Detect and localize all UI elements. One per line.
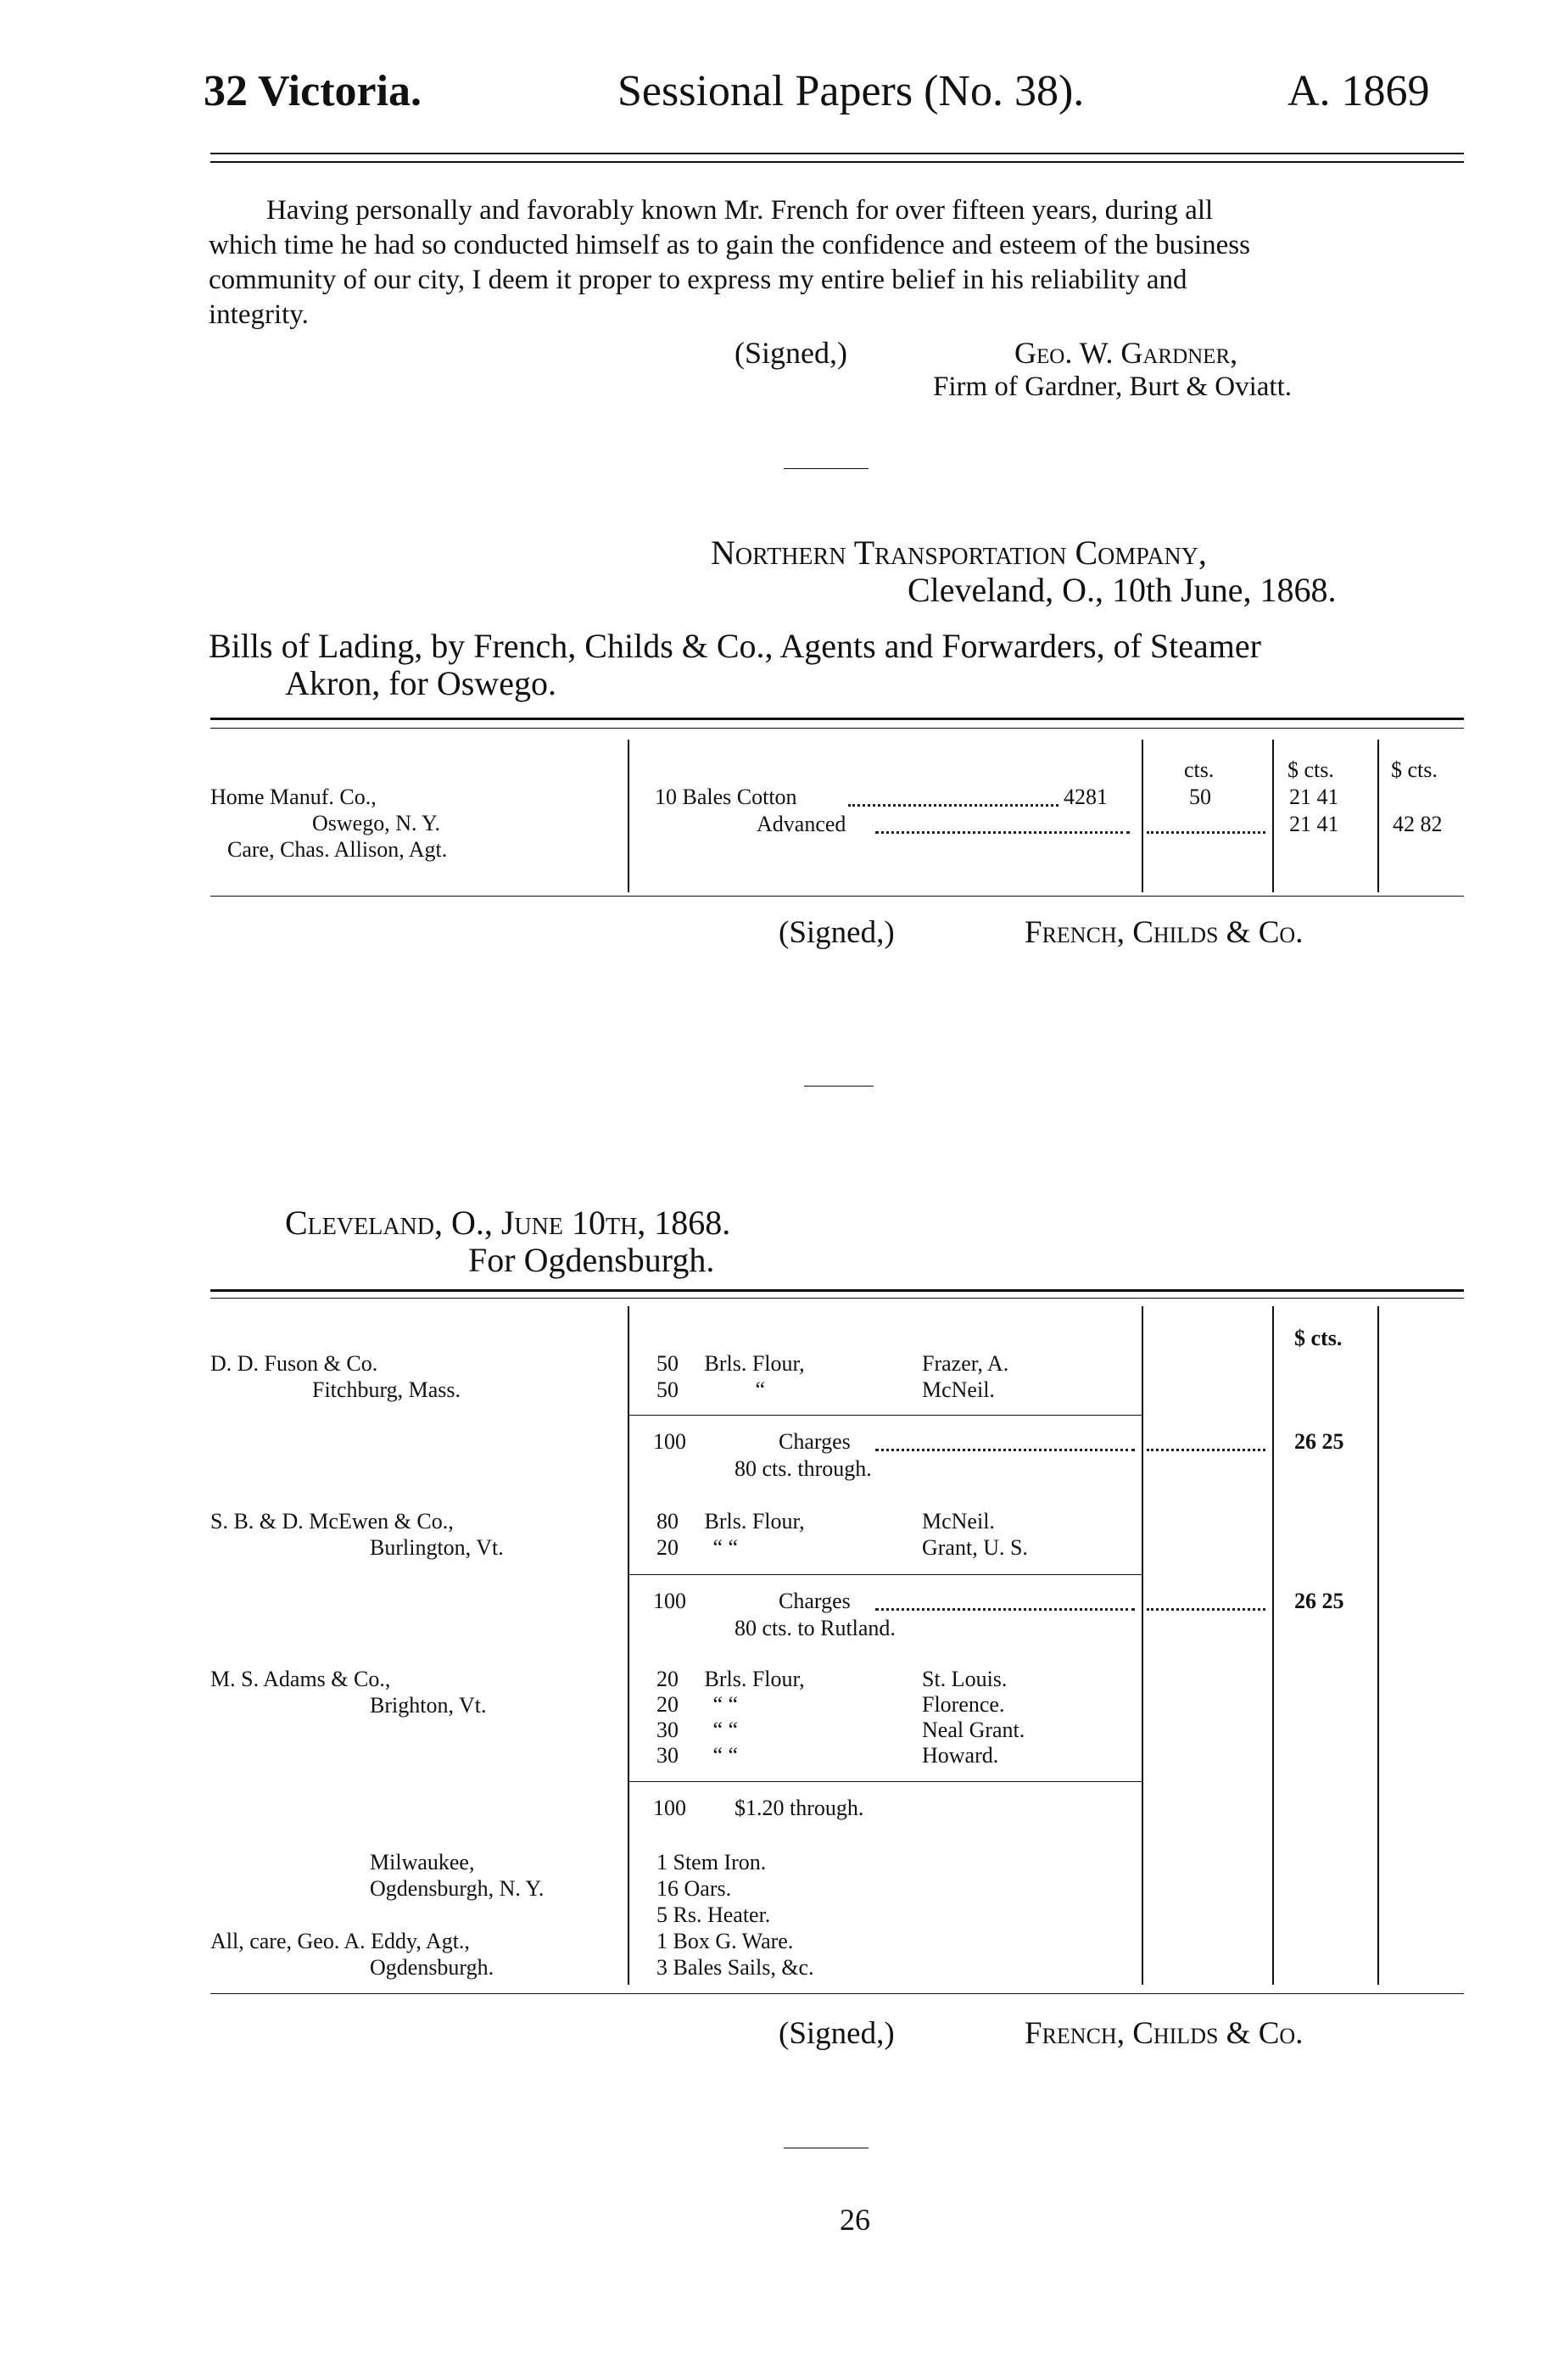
bill2-g1-consignee-name: D. D. Fuson & Co. [210,1351,378,1376]
bill2-g1-item-1-desc: Brls. Flour, [704,1351,805,1376]
bill2-g1-charges-leader [875,1449,1135,1451]
bill1-signed-label: (Signed,) [779,915,895,950]
bill2-g3-consignee [210,1666,486,1718]
bill1-consignee-city: Oswego, N. Y. [312,811,440,835]
bill2-g3-item-1-qty: 20 [656,1667,679,1691]
bill2-rule-top [210,1289,1464,1292]
page-number: 26 [840,2203,870,2237]
bill1-amount-header: $ cts. [1288,757,1334,782]
bill2-g3-subtotal-rule [628,1781,1142,1782]
bill1-title-line1: Bills of Lading, by French, Childs & Co., Agents and Forwarders, of Steamer [209,627,1261,665]
bill2-g2-subtotal-rule [628,1574,1142,1575]
bill2-g3-item-3-desc: “ “ [712,1718,739,1742]
bill2-g4-consignee-line-3 [210,1902,544,1928]
bill2-g3-item-1-desc: Brls. Flour, [704,1667,805,1691]
bill2-g3-item-4-desc: “ “ [712,1743,739,1768]
bill2-g3-consignee-name: M. S. Adams & Co., [210,1667,391,1691]
bill2-g1-item-2 [656,1377,995,1403]
bill2-g3-total: 100 [653,1796,686,1820]
bill1-col-sep-3 [1272,740,1274,892]
bill2-g1-consignee-city: Fitchburg, Mass. [312,1377,461,1402]
header-center: Sessional Papers (No. 38). [617,67,1085,115]
bill1-advanced: Advanced [757,812,846,836]
bill2-g3-item-1 [656,1666,1007,1692]
bill2-g4-consignee-line-5: Ogdensburgh. [370,1955,494,1980]
bill2-g2-item-1-brand: McNeil. [922,1509,995,1534]
bill2-g3-item-4-qty: 30 [656,1743,679,1768]
bill2-col-sep-1 [628,1306,629,1985]
bill2-g2-rate-leader [1147,1608,1265,1611]
bill2-g4-consignee-line-1: Milwaukee, [370,1850,475,1874]
bill1-item-leader [848,804,1058,807]
bill1-place-date: Cleveland, O., 10th June, 1868. [908,571,1337,609]
bill1-col-sep-4 [1377,740,1379,892]
bill1-amount-2: 21 41 [1289,812,1339,836]
testimonial-line-4: integrity. [209,299,309,330]
bill2-g3-item-2-brand: Florence. [922,1692,1005,1717]
bill2-col-sep-3 [1272,1306,1274,1985]
bill2-g3-item-4 [656,1742,998,1768]
bill1-consignee-name: Home Manuf. Co., [210,785,377,809]
bill2-g1-rate-leader [1147,1449,1265,1451]
bill2-g2-item-2-desc: “ “ [712,1535,739,1560]
bill2-g2-item-1-desc: Brls. Flour, [704,1509,805,1534]
bill2-g1-subtotal-rule [628,1415,1142,1416]
bill2-signed-label: (Signed,) [779,2016,895,2051]
bill2-g2-item-2-qty: 20 [656,1535,679,1560]
header-left: 32 Victoria. [204,67,422,115]
testimonial-firm: Firm of Gardner, Burt & Oviatt. [933,372,1293,402]
bill2-g3-item-4-brand: Howard. [922,1743,999,1768]
bill1-item: 10 Bales Cotton [655,785,797,809]
bill2-g1-note: 80 cts. through. [735,1456,872,1481]
bill1-rate-leader [1147,831,1265,834]
bill1-title-line2: Akron, for Oswego. [285,664,556,702]
testimonial-paragraph [209,193,1464,332]
bill1-advanced-leader [875,831,1130,834]
testimonial-line-1: Having personally and favorably known Mr. French for over fifteen years, during all [266,195,1214,226]
bill2-g4-consignee-line-4: All, care, Geo. A. Eddy, Agt., [210,1929,470,1953]
bill2-g2-consignee [210,1508,504,1561]
bill1-rule-top [210,718,1464,720]
bill2-g2-item-1-qty: 80 [656,1509,679,1534]
bill2-g1-item-2-desc: “ [755,1377,766,1402]
bill2-g4-item-3: 5 Rs. Heater. [656,1902,771,1927]
bill1-amount-1: 21 41 [1289,785,1339,809]
header-rule-bottom [210,161,1464,163]
bill2-g2-total: 100 [653,1589,686,1613]
bill2-g1-item-1 [656,1350,1008,1377]
bill1-rate-header: cts. [1184,757,1215,782]
bill2-g2-consignee-name: S. B. & D. McEwen & Co., [210,1509,454,1534]
bill1-item-weight: 4281 [1064,785,1108,809]
bill2-g3-item-3 [656,1717,1025,1743]
bill2-g3-item-3-brand: Neal Grant. [922,1718,1025,1742]
bill1-consignee-care: Care, Chas. Allison, Agt. [227,837,448,862]
separator-1 [784,468,869,469]
bill1-col-sep-1 [628,740,629,892]
bill2-rule-bottom [210,1993,1464,1994]
header-right: A. 1869 [1288,67,1430,115]
bill1-rule-top2 [210,728,1464,729]
bill2-g2-charges: Charges [779,1589,851,1613]
bill1-col-sep-2 [1142,740,1143,892]
bill2-g3-consignee-city: Brighton, Vt. [370,1693,487,1718]
bill2-g3-item-3-qty: 30 [656,1718,679,1742]
bill2-g2-amount: 26 25 [1294,1589,1344,1613]
bill1-total: 42 82 [1393,812,1443,836]
bill2-destination: For Ogdensburgh. [468,1241,715,1279]
separator-2 [804,1086,874,1087]
bill2-place-date: Cleveland, O., June 10th, 1868. [285,1204,731,1242]
bill1-rule-bottom [210,896,1464,897]
bill2-col-sep-2 [1142,1306,1143,1985]
bill2-g3-item-2-desc: “ “ [712,1692,739,1717]
testimonial-signed-label: (Signed,) [735,336,847,370]
bill2-g4-items [656,1849,814,1981]
bill2-g1-amount: 26 25 [1294,1429,1344,1454]
bill2-g2-item-2-brand: Grant, U. S. [922,1535,1028,1560]
bill2-g3-item-1-brand: St. Louis. [922,1667,1008,1691]
bill2-g4-item-1: 1 Stem Iron. [656,1850,767,1874]
header-rule-top [210,153,1464,154]
bill2-g3-note: $1.20 through. [735,1796,864,1820]
bill2-col-sep-4 [1377,1306,1379,1985]
bill2-g3-item-2-qty: 20 [656,1692,679,1717]
bill2-g1-charges: Charges [779,1429,851,1454]
bill2-g1-item-1-qty: 50 [656,1351,679,1376]
bill2-signer: French, Childs & Co. [1025,2016,1304,2051]
bill2-g1-item-2-brand: McNeil. [922,1377,995,1402]
bill1-signer: French, Childs & Co. [1025,915,1304,950]
bill2-g4-item-4: 1 Box G. Ware. [656,1929,794,1953]
bill2-g4-item-2: 16 Oars. [656,1876,732,1901]
testimonial-line-2: which time he had so conducted himself as to gain the confidence and esteem of the business [209,230,1250,260]
bill2-g1-total: 100 [653,1429,686,1454]
bill2-g2-charges-leader [875,1608,1135,1611]
bill2-col-header: $ cts. [1294,1326,1343,1350]
bill1-total-header: $ cts. [1391,757,1438,782]
bill1-consignee [210,784,447,863]
bill1-company: Northern Transportation Company, [711,534,1207,572]
bill2-g2-item-1 [656,1508,995,1534]
bill2-g2-item-2 [656,1534,1028,1561]
bill2-g2-note: 80 cts. to Rutland. [735,1616,896,1640]
bill2-g1-item-1-brand: Frazer, A. [922,1351,1009,1376]
bill2-rule-top2 [210,1298,1464,1299]
bill2-g4-consignee [210,1849,544,1981]
bill1-rate: 50 [1189,785,1211,809]
bill2-g3-item-2 [656,1691,1004,1718]
bill2-g4-item-5: 3 Bales Sails, &c. [656,1955,814,1980]
bill2-g4-consignee-line-2: Ogdensburgh, N. Y. [370,1876,545,1901]
bill2-g1-item-2-qty: 50 [656,1377,679,1402]
testimonial-line-3: community of our city, I deem it proper to express my entire belief in his reliability and [209,265,1187,295]
testimonial-signer: Geo. W. Gardner, [1014,336,1238,370]
bill2-g1-consignee [210,1350,461,1403]
bill2-g2-consignee-city: Burlington, Vt. [370,1535,504,1560]
